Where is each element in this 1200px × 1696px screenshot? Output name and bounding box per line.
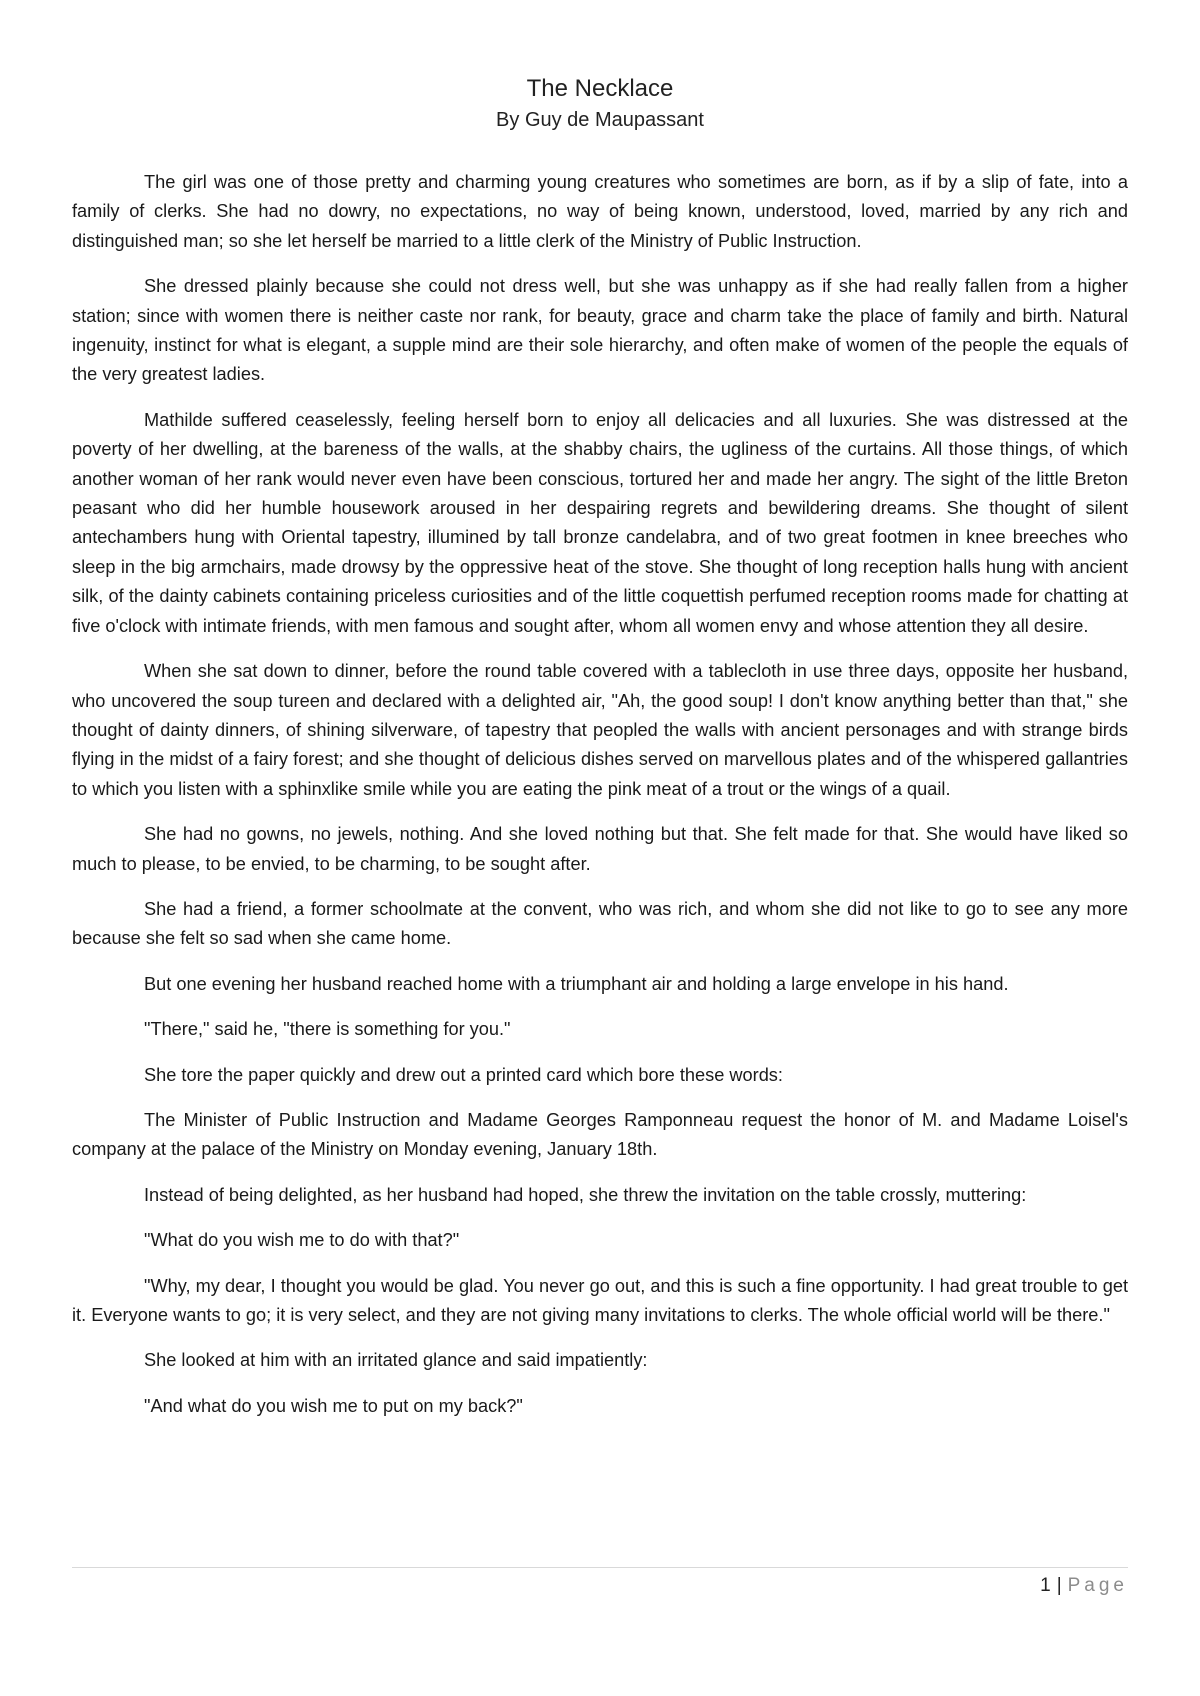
- page-label: Page: [1067, 1575, 1128, 1596]
- paragraph: "Why, my dear, I thought you would be glad. You never go out, and this is such a fine opportunity. I had great trouble to get it. Everyone wants to go; it is very select, and they are not giving many invitations to clerks. The whole official world will be there.": [72, 1275, 1128, 1325]
- document-page: [72, 74, 1128, 1437]
- paragraph: But one evening her husband reached home with a triumphant air and holding a large envelope in his hand.: [144, 973, 1009, 994]
- paragraph: She tore the paper quickly and drew out a printed card which bore these words:: [144, 1064, 783, 1085]
- paragraph: The girl was one of those pretty and charming young creatures who sometimes are born, as if by a slip of fate, into a family of clerks. She had no dowry, no expectations, no way of being known, understood, loved, married by any rich and distinguished man; so she let herself be married to a little clerk of the Ministry of Public Instruction.: [72, 172, 1128, 251]
- document-title: The Necklace: [526, 75, 674, 102]
- page-footer: [1040, 1574, 1128, 1598]
- paragraph: The Minister of Public Instruction and Madame Georges Ramponneau request the honor of M. and Madame Loisel's company at the palace of the Ministry on Monday evening, January 18th.: [72, 1109, 1128, 1160]
- footer-separator: |: [1056, 1575, 1062, 1596]
- paragraph: "What do you wish me to do with that?": [144, 1230, 460, 1251]
- paragraph: She had no gowns, no jewels, nothing. And she loved nothing but that. She felt made for that. She would have liked so much to please, to be envied, to be charming, to be sought after.: [72, 824, 1128, 874]
- paragraph: She looked at him with an irritated glance and said impatiently:: [144, 1350, 648, 1371]
- document-body: [72, 168, 1128, 1421]
- paragraph: She dressed plainly because she could not dress well, but she was unhappy as if she had really fallen from a higher station; since with women there is neither caste nor rank, for beauty, grace and charm take the place of family and birth. Natural ingenuity, instinct for what is elegant, a supple mind are their sole hierarchy, and often make of women of the people the equals of the very greatest ladies.: [72, 276, 1128, 385]
- paragraph: She had a friend, a former schoolmate at the convent, who was rich, and whom she did not like to go to see any more because she felt so sad when she came home.: [72, 898, 1128, 949]
- page-number: 1: [1040, 1575, 1051, 1596]
- paragraph: "There," said he, "there is something for you.": [144, 1019, 511, 1040]
- paragraph: Mathilde suffered ceaselessly, feeling herself born to enjoy all delicacies and all luxuries. She was distressed at the poverty of her dwelling, at the bareness of the walls, at the shabby chairs, the ugliness of the curtains. All those things, of which another woman of her rank would never even have been conscious, tortured her and made her angry. The sight of the little Breton peasant who did her humble housework aroused in her despairing regrets and bewildering dreams. She thought of silent antechambers hung with Oriental tapestry, illumined by tall bronze candelabra, and of two great footmen in knee breeches who sleep in the big armchairs, made drowsy by the oppressive heat of the stove. She thought of long reception halls hung with ancient silk, of the dainty cabinets containing priceless curiosities and of the little coquettish perfumed reception rooms made for chatting at five o'clock with intimate friends, with men famous and sought after, whom all women envy and whose attention they all desire.: [72, 409, 1128, 636]
- paragraph: When she sat down to dinner, before the round table covered with a tablecloth in use three days, opposite her husband, who uncovered the soup tureen and declared with a delighted air, "Ah, the good soup! I don't know anything better than that," she thought of dainty dinners, of shining silverware, of tapestry that peopled the walls with ancient personages and with strange birds flying in the midst of a fairy forest; and she thought of delicious dishes served on marvellous plates and of the whispered gallantries to which you listen with a sphinxlike smile while you are eating the pink meat of a trout or the wings of a quail.: [72, 661, 1128, 799]
- footer-divider: [72, 1567, 1128, 1568]
- document-author: By Guy de Maupassant: [496, 109, 704, 131]
- paragraph: Instead of being delighted, as her husband had hoped, she threw the invitation on the table crossly, muttering:: [144, 1184, 1027, 1205]
- paragraph: "And what do you wish me to put on my back?": [144, 1395, 523, 1416]
